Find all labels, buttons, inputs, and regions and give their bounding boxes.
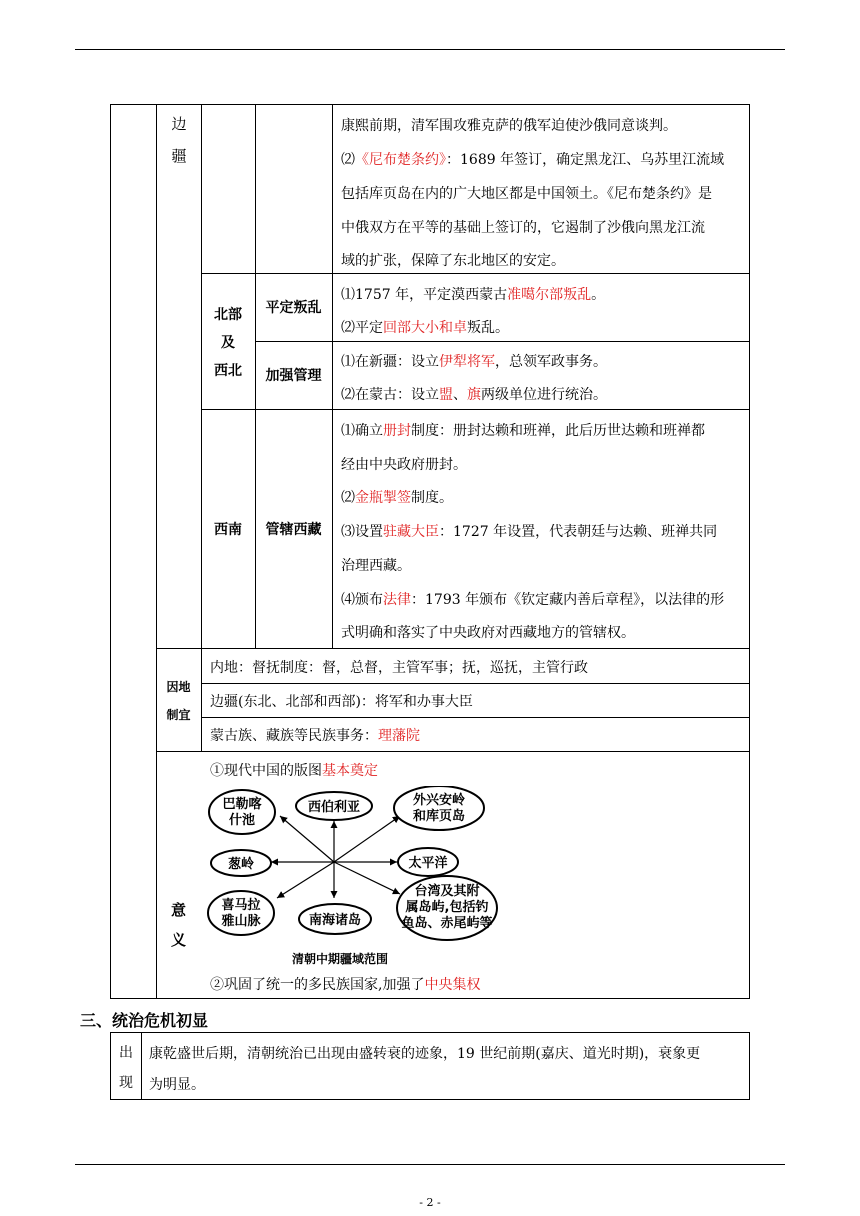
sw-line-5: 治理西藏。	[341, 558, 411, 574]
outer-khingan-label-2: 和库页岛	[412, 809, 466, 824]
pacify-line-1: ⑴1757 年，平定漠西蒙古准噶尔部叛乱。	[341, 287, 606, 303]
adapt-label: 因地 制宜	[166, 680, 191, 722]
northwest-label: 北部 及 西北	[214, 307, 242, 379]
ne-line-3: 包括库页岛在内的广大地区都是中国领土。《尼布楚条约》是	[341, 186, 712, 202]
manage-line-1: ⑴在新疆：设立伊犁将军，总领军政事务。	[341, 354, 607, 370]
col-line-adapt	[201, 648, 202, 751]
sw-line-2: 经由中央政府册封。	[341, 457, 467, 473]
southwest-label: 西南	[214, 521, 242, 538]
siberia-label: 西伯利亚	[307, 800, 361, 815]
ne-line-1: 康熙前期，清军围攻雅克萨的俄军迫使沙俄同意谈判。	[341, 118, 677, 134]
sw-line-4: ⑶设置驻藏大臣：1727 年设置，代表朝廷与达赖、班禅共同	[341, 524, 718, 540]
outer-khingan-label-1: 外兴安岭	[412, 793, 466, 808]
nerchinsk-treaty: 《尼布楚条约》	[355, 152, 446, 168]
pacific-label: 太平洋	[408, 856, 448, 871]
balkhash-label-2: 什池	[228, 813, 256, 828]
diagram-caption: 清朝中期疆域范围	[291, 952, 389, 966]
territory-diagram	[205, 786, 505, 972]
frontier-label: 边疆	[171, 115, 187, 165]
pacify-label: 平定叛乱	[265, 300, 322, 316]
row-line-adapt-2	[201, 717, 750, 718]
south-sea-label: 南海诸岛	[308, 913, 362, 928]
section-title: 三、统治危机初显	[80, 1011, 209, 1030]
ne-line-5: 域的扩张，保障了东北地区的安定。	[341, 253, 565, 269]
himalaya-label-1: 喜马拉	[221, 898, 261, 913]
tibet-label: 管辖西藏	[265, 521, 322, 538]
direction-arrows	[271, 816, 400, 898]
significance-point-1: ①现代中国的版图基本奠定	[210, 763, 378, 779]
col-line-1	[156, 104, 157, 999]
taiwan-label-3: 鱼岛、赤尾屿等	[401, 916, 493, 931]
row-line-adapt	[156, 648, 750, 649]
row-line-adapt-1	[201, 683, 750, 684]
significance-point-2: ②巩固了统一的多民族国家,加强了中央集权	[210, 977, 481, 993]
crisis-text-2: 为明显。	[149, 1077, 205, 1093]
crisis-col-line	[141, 1032, 142, 1100]
sw-line-3: ⑵金瓶掣签制度。	[341, 490, 453, 506]
footer-rule	[75, 1164, 785, 1165]
significance-label: 意 义	[170, 901, 186, 949]
himalaya-label-2: 雅山脉	[221, 914, 261, 929]
adapt-row-3: 蒙古族、藏族等民族事务：理藩院	[210, 728, 420, 744]
page-number: - 2 -	[419, 1196, 441, 1209]
crisis-text-1: 康乾盛世后期，清朝统治已出现由盛转衰的迹象，19 世纪前期(嘉庆、道光时期)，衰象更	[149, 1046, 701, 1062]
ne-line-4: 中俄双方在平等的基础上签订的，它遏制了沙俄向黑龙江流	[341, 220, 705, 236]
header-rule	[75, 49, 785, 50]
taiwan-label-2: 属岛屿,包括钓	[405, 900, 489, 915]
balkhash-label-1: 巴勒喀	[222, 797, 262, 812]
manage-label: 加强管理	[265, 368, 322, 384]
pacify-line-2: ⑵平定回部大小和卓叛乱。	[341, 320, 509, 336]
sw-line-7: 式明确和落实了中央政府对西藏地方的管辖权。	[341, 625, 635, 641]
ne-line-2: ⑵《尼布楚条约》：1689 年签订，确定黑龙江、乌苏里江流域	[341, 152, 725, 168]
row-line-sig	[156, 751, 750, 752]
adapt-row-2: 边疆(东北、北部和西部)：将军和办事大臣	[210, 694, 473, 710]
taiwan-label-1: 台湾及其附	[414, 884, 480, 899]
sw-line-6: ⑷颁布法律：1793 年颁布《钦定藏内善后章程》，以法律的形	[341, 592, 725, 608]
crisis-label: 出 现	[119, 1045, 133, 1091]
manage-line-2: ⑵在蒙古：设立盟、旗两级单位进行统治。	[341, 387, 607, 403]
sw-line-1: ⑴确立册封制度：册封达赖和班禅，此后历世达赖和班禅都	[341, 423, 705, 439]
pamir-label: 葱岭	[227, 857, 255, 872]
col-line-4	[332, 104, 333, 648]
adapt-row-1: 内地：督抚制度：督，总督，主管军事；抚，巡抚，主管行政	[210, 660, 588, 676]
